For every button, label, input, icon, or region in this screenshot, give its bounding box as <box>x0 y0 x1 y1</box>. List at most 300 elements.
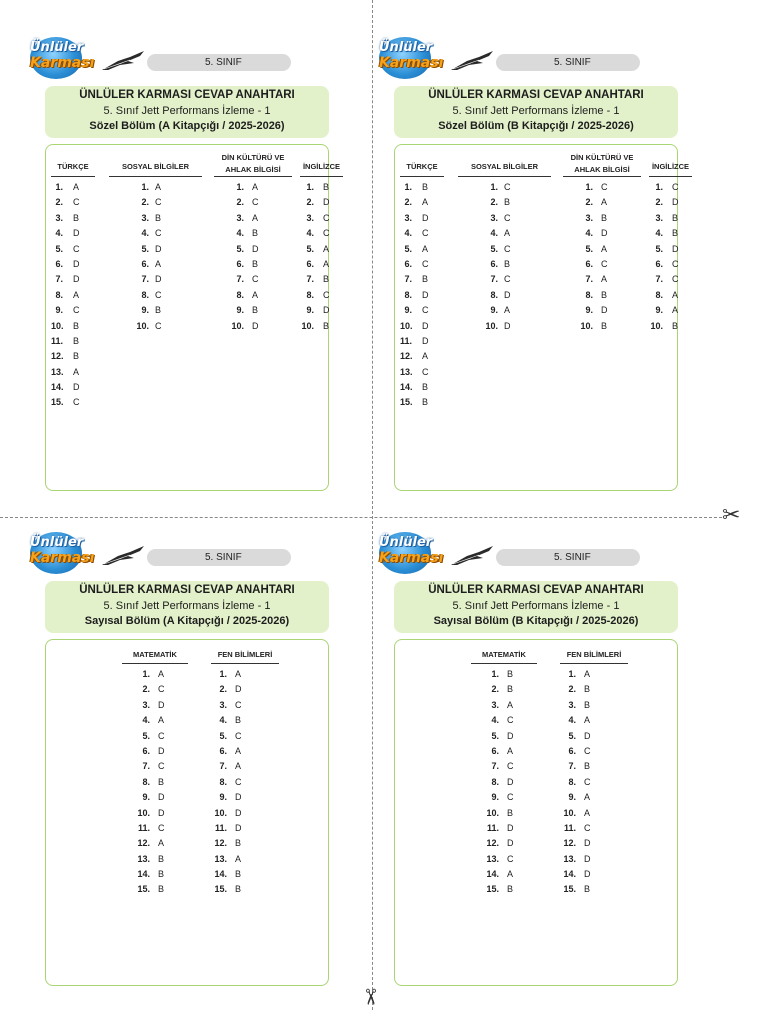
question-number: 5. <box>306 243 314 254</box>
answer-row <box>211 867 279 882</box>
logo-text-line2: Karması <box>379 55 444 71</box>
scissors-icon: ✂ <box>722 502 741 527</box>
answer-value: A <box>672 305 679 316</box>
answer-value: A <box>422 197 429 208</box>
answer-value: C <box>601 258 608 269</box>
answer-row <box>563 272 641 287</box>
question-number: 4. <box>404 228 412 239</box>
question-number: 3. <box>142 699 150 710</box>
grade-badge <box>496 549 640 566</box>
answer-row <box>109 180 202 195</box>
question-number: 14. <box>51 382 64 393</box>
answer-value: A <box>235 669 242 679</box>
subject-header: DİN KÜLTÜRÜ VE AHLAK BİLGİSİ <box>563 149 641 177</box>
answer-row <box>211 806 279 821</box>
answer-value: B <box>235 715 242 726</box>
question-number: 3. <box>585 212 593 223</box>
answer-row <box>649 180 692 195</box>
answer-value: C <box>672 182 679 192</box>
answer-row <box>214 180 292 195</box>
answer-row <box>51 288 95 303</box>
answer-row <box>51 303 95 318</box>
answer-row <box>214 319 292 334</box>
answer-row <box>471 882 537 897</box>
answer-value: B <box>158 776 165 787</box>
answer-value: D <box>158 807 165 818</box>
answer-row <box>471 836 537 851</box>
question-number: 3. <box>490 212 498 223</box>
answer-value: B <box>235 884 242 895</box>
question-number: 13. <box>563 853 576 864</box>
answer-row <box>649 319 692 334</box>
answer-key-title: ÜNLÜLER KARMASI CEVAP ANAHTARI <box>79 584 295 596</box>
question-number: 7. <box>55 274 63 285</box>
answer-value: B <box>158 884 165 895</box>
question-number: 3. <box>491 699 499 710</box>
question-number: 15. <box>400 397 413 408</box>
answer-row <box>649 226 692 241</box>
answer-value: C <box>252 197 259 208</box>
answer-row <box>109 242 202 257</box>
answer-value: A <box>323 258 330 269</box>
answer-row <box>458 288 551 303</box>
question-number: 2. <box>585 197 593 208</box>
answer-row <box>211 682 279 697</box>
answer-row <box>563 211 641 226</box>
question-number: 6. <box>55 258 63 269</box>
question-number: 12. <box>563 838 576 849</box>
answer-row <box>109 319 202 334</box>
question-number: 1. <box>142 669 150 679</box>
answer-value: A <box>155 182 162 192</box>
answer-value: C <box>504 274 511 285</box>
answer-value: B <box>672 320 679 331</box>
answer-value: A <box>252 289 259 300</box>
answer-value: D <box>422 212 429 223</box>
logo-text-line1: Ünlüler <box>30 40 84 55</box>
question-number: 5. <box>55 243 63 254</box>
answer-value: C <box>158 761 165 772</box>
answer-value: D <box>73 274 80 285</box>
question-number: 3. <box>568 699 576 710</box>
question-number: 7. <box>585 274 593 285</box>
answer-row <box>563 303 641 318</box>
question-number: 9. <box>655 305 663 316</box>
answer-row <box>211 852 279 867</box>
answer-row <box>400 303 444 318</box>
answer-value: C <box>504 243 511 254</box>
answer-rows <box>211 667 279 898</box>
question-number: 2. <box>490 197 498 208</box>
subject-header: DİN KÜLTÜRÜ VE AHLAK BİLGİSİ <box>214 149 292 177</box>
answer-row <box>471 759 537 774</box>
answer-row <box>211 821 279 836</box>
question-number: 2. <box>306 197 314 208</box>
question-number: 8. <box>490 289 498 300</box>
grade-label: 5. SINIF <box>554 57 591 68</box>
question-number: 9. <box>142 792 150 803</box>
answer-row <box>563 257 641 272</box>
question-number: 1. <box>306 182 314 192</box>
question-number: 4. <box>141 228 149 239</box>
answer-row <box>122 775 188 790</box>
question-number: 4. <box>585 228 593 239</box>
question-number: 4. <box>655 228 663 239</box>
answer-value: C <box>422 305 429 316</box>
answer-value: B <box>158 853 165 864</box>
answer-row <box>211 790 279 805</box>
question-number: 1. <box>219 669 227 679</box>
answer-row <box>51 365 95 380</box>
answer-row <box>51 349 95 364</box>
answer-row <box>122 882 188 897</box>
answer-value: D <box>584 838 591 849</box>
question-number: 7. <box>404 274 412 285</box>
answer-row <box>563 242 641 257</box>
question-number: 8. <box>568 776 576 787</box>
answer-value: D <box>584 869 591 880</box>
answer-row <box>122 744 188 759</box>
answer-value: C <box>507 715 514 726</box>
answer-value: D <box>73 382 80 393</box>
answer-value: D <box>235 792 242 803</box>
subject-column <box>649 145 692 490</box>
question-number: 2. <box>141 197 149 208</box>
question-number: 4. <box>306 228 314 239</box>
answer-row <box>109 195 202 210</box>
question-number: 9. <box>141 305 149 316</box>
jett-logo-icon <box>100 538 146 568</box>
answer-value: C <box>323 289 330 300</box>
answer-row <box>400 195 444 210</box>
unluler-karmasi-logo <box>379 532 444 574</box>
answer-value: B <box>672 212 679 223</box>
question-number: 15. <box>563 884 576 895</box>
answer-value: A <box>323 243 330 254</box>
question-number: 9. <box>55 305 63 316</box>
answer-value: C <box>422 228 429 239</box>
subject-header: FEN BİLİMLERİ <box>211 647 279 664</box>
answer-value: D <box>158 792 165 803</box>
answer-value: D <box>601 305 608 316</box>
answer-row <box>109 257 202 272</box>
question-number: 5. <box>404 243 412 254</box>
answer-value: C <box>584 776 591 787</box>
question-number: 6. <box>142 745 150 756</box>
question-number: 2. <box>55 197 63 208</box>
answer-row <box>471 744 537 759</box>
answer-row <box>560 698 628 713</box>
answer-value: A <box>73 366 80 377</box>
subject-column <box>400 145 444 490</box>
answer-value: C <box>158 730 165 741</box>
answer-row <box>51 380 95 395</box>
answer-value: A <box>252 182 259 192</box>
answer-value: B <box>507 884 514 895</box>
question-number: 3. <box>404 212 412 223</box>
answer-row <box>214 272 292 287</box>
subject-header: MATEMATİK <box>122 647 188 664</box>
answer-value: C <box>155 320 162 331</box>
answer-value: B <box>323 320 330 331</box>
question-number: 6. <box>568 745 576 756</box>
answer-key-panel-sayisal-a <box>0 495 372 1012</box>
answer-row <box>300 195 343 210</box>
answer-value: A <box>158 669 165 679</box>
exam-subtitle: 5. Sınıf Jett Performans İzleme - 1 <box>452 104 620 117</box>
answer-row <box>471 852 537 867</box>
scissors-icon: ✂ <box>358 987 384 1007</box>
question-number: 1. <box>655 182 663 192</box>
grade-badge <box>147 54 291 71</box>
answer-row <box>649 211 692 226</box>
answer-table <box>45 639 329 986</box>
question-number: 1. <box>491 669 499 679</box>
answer-row <box>122 682 188 697</box>
answer-row <box>471 729 537 744</box>
answer-rows <box>560 667 628 898</box>
answer-value: D <box>155 243 162 254</box>
question-number: 15. <box>51 397 64 408</box>
question-number: 1. <box>585 182 593 192</box>
question-number: 9. <box>306 305 314 316</box>
answer-value: C <box>252 274 259 285</box>
question-number: 3. <box>236 212 244 223</box>
answer-value: A <box>601 274 608 285</box>
answer-value: B <box>584 761 591 772</box>
logo-text-line1: Ünlüler <box>379 535 433 550</box>
answer-value: B <box>584 684 591 695</box>
logo-text-line2: Karması <box>30 55 95 71</box>
answer-row <box>563 226 641 241</box>
answer-value: D <box>504 320 511 331</box>
answer-row <box>458 211 551 226</box>
question-number: 13. <box>51 366 64 377</box>
answer-value: C <box>323 228 330 239</box>
question-number: 6. <box>585 258 593 269</box>
answer-row <box>214 242 292 257</box>
answer-row <box>458 242 551 257</box>
subject-column <box>560 640 628 985</box>
question-number: 7. <box>141 274 149 285</box>
question-number: 3. <box>219 699 227 710</box>
answer-row <box>51 257 95 272</box>
answer-table <box>45 144 341 491</box>
question-number: 10. <box>231 320 244 331</box>
unluler-karmasi-logo <box>30 532 95 574</box>
grade-badge <box>147 549 291 566</box>
answer-row <box>300 211 343 226</box>
question-number: 3. <box>141 212 149 223</box>
question-number: 11. <box>486 822 499 833</box>
answer-row <box>214 211 292 226</box>
question-number: 12. <box>400 351 413 362</box>
answer-row <box>560 775 628 790</box>
question-number: 3. <box>655 212 663 223</box>
answer-value: C <box>584 822 591 833</box>
subject-column <box>51 145 95 490</box>
question-number: 1. <box>55 182 63 192</box>
answer-value: A <box>422 243 429 254</box>
answer-row <box>649 272 692 287</box>
answer-key-title-box <box>45 581 329 633</box>
answer-row <box>211 759 279 774</box>
answer-value: C <box>235 776 242 787</box>
question-number: 10. <box>486 807 499 818</box>
logo-text-line1: Ünlüler <box>379 40 433 55</box>
question-number: 2. <box>655 197 663 208</box>
answer-row <box>560 744 628 759</box>
question-number: 7. <box>236 274 244 285</box>
answer-row <box>122 806 188 821</box>
answer-row <box>211 698 279 713</box>
grade-label: 5. SINIF <box>205 552 242 563</box>
answer-value: C <box>158 684 165 695</box>
question-number: 2. <box>236 197 244 208</box>
answer-value: A <box>235 853 242 864</box>
answer-row <box>300 226 343 241</box>
answer-key-panel-sozel-a <box>0 0 372 517</box>
subject-header: FEN BİLİMLERİ <box>560 647 628 664</box>
answer-value: A <box>504 305 511 316</box>
answer-value: A <box>73 182 80 192</box>
answer-row <box>214 226 292 241</box>
jett-logo-icon <box>100 43 146 73</box>
booklet-section-label: Sözel Bölüm (B Kitapçığı / 2025-2026) <box>438 120 634 132</box>
answer-value: B <box>155 305 162 316</box>
question-number: 14. <box>563 869 576 880</box>
question-number: 12. <box>137 838 150 849</box>
answer-row <box>51 242 95 257</box>
answer-value: B <box>507 684 514 695</box>
grade-label: 5. SINIF <box>205 57 242 68</box>
question-number: 5. <box>491 730 499 741</box>
question-number: 1. <box>568 669 576 679</box>
answer-row <box>109 303 202 318</box>
answer-value: C <box>323 212 330 223</box>
answer-value: D <box>235 807 242 818</box>
answer-value: C <box>672 258 679 269</box>
answer-rows <box>400 180 444 411</box>
answer-row <box>109 288 202 303</box>
answer-value: D <box>323 197 330 208</box>
answer-row <box>122 729 188 744</box>
answer-value: B <box>323 182 330 192</box>
answer-row <box>400 395 444 410</box>
answer-row <box>471 698 537 713</box>
question-number: 8. <box>655 289 663 300</box>
answer-value: C <box>73 397 80 408</box>
answer-value: A <box>601 197 608 208</box>
answer-row <box>122 713 188 728</box>
answer-rows <box>471 667 537 898</box>
answer-value: D <box>422 335 429 346</box>
answer-value: C <box>507 792 514 803</box>
answer-value: B <box>584 884 591 895</box>
answer-value: B <box>73 351 80 362</box>
answer-row <box>300 242 343 257</box>
question-number: 2. <box>404 197 412 208</box>
answer-value: A <box>584 715 591 726</box>
question-number: 10. <box>580 320 593 331</box>
answer-value: B <box>235 838 242 849</box>
answer-row <box>560 836 628 851</box>
answer-value: B <box>73 320 80 331</box>
answer-row <box>471 790 537 805</box>
answer-row <box>649 257 692 272</box>
answer-row <box>649 195 692 210</box>
answer-value: C <box>235 730 242 741</box>
question-number: 1. <box>490 182 498 192</box>
answer-value: C <box>158 822 165 833</box>
answer-value: B <box>252 228 259 239</box>
answer-row <box>214 257 292 272</box>
answer-value: C <box>422 258 429 269</box>
question-number: 11. <box>563 822 576 833</box>
question-number: 11. <box>214 822 227 833</box>
answer-row <box>51 395 95 410</box>
answer-rows <box>109 180 202 334</box>
answer-row <box>458 272 551 287</box>
answer-value: A <box>584 669 591 679</box>
question-number: 10. <box>137 807 150 818</box>
answer-value: A <box>672 289 679 300</box>
question-number: 9. <box>568 792 576 803</box>
answer-row <box>122 836 188 851</box>
question-number: 4. <box>491 715 499 726</box>
answer-value: A <box>507 869 514 880</box>
answer-row <box>214 288 292 303</box>
answer-key-title-box <box>394 581 678 633</box>
subject-column <box>214 145 292 490</box>
answer-value: D <box>235 822 242 833</box>
unluler-karmasi-logo <box>30 37 95 79</box>
answer-value: D <box>252 320 259 331</box>
answer-rows <box>649 180 692 334</box>
question-number: 6. <box>236 258 244 269</box>
booklet-section-label: Sayısal Bölüm (A Kitapçığı / 2025-2026) <box>84 615 290 627</box>
answer-row <box>649 303 692 318</box>
question-number: 6. <box>219 745 227 756</box>
question-number: 6. <box>655 258 663 269</box>
answer-row <box>560 667 628 682</box>
question-number: 14. <box>214 869 227 880</box>
question-number: 5. <box>585 243 593 254</box>
exam-subtitle: 5. Sınıf Jett Performans İzleme - 1 <box>103 599 271 612</box>
answer-value: D <box>73 228 80 239</box>
answer-value: D <box>601 228 608 239</box>
answer-row <box>560 790 628 805</box>
answer-value: B <box>584 699 591 710</box>
answer-value: C <box>507 853 514 864</box>
answer-row <box>400 349 444 364</box>
answer-row <box>560 852 628 867</box>
answer-row <box>211 667 279 682</box>
question-number: 7. <box>219 761 227 772</box>
answer-row <box>563 319 641 334</box>
answer-value: A <box>158 715 165 726</box>
question-number: 10. <box>650 320 663 331</box>
subject-header: İNGİLİZCE <box>649 157 692 177</box>
answer-key-title-box <box>394 86 678 138</box>
answer-row <box>560 867 628 882</box>
answer-row <box>51 319 95 334</box>
question-number: 4. <box>236 228 244 239</box>
jett-logo-icon <box>449 43 495 73</box>
answer-value: D <box>672 197 679 208</box>
answer-value: B <box>422 382 429 393</box>
answer-row <box>458 303 551 318</box>
